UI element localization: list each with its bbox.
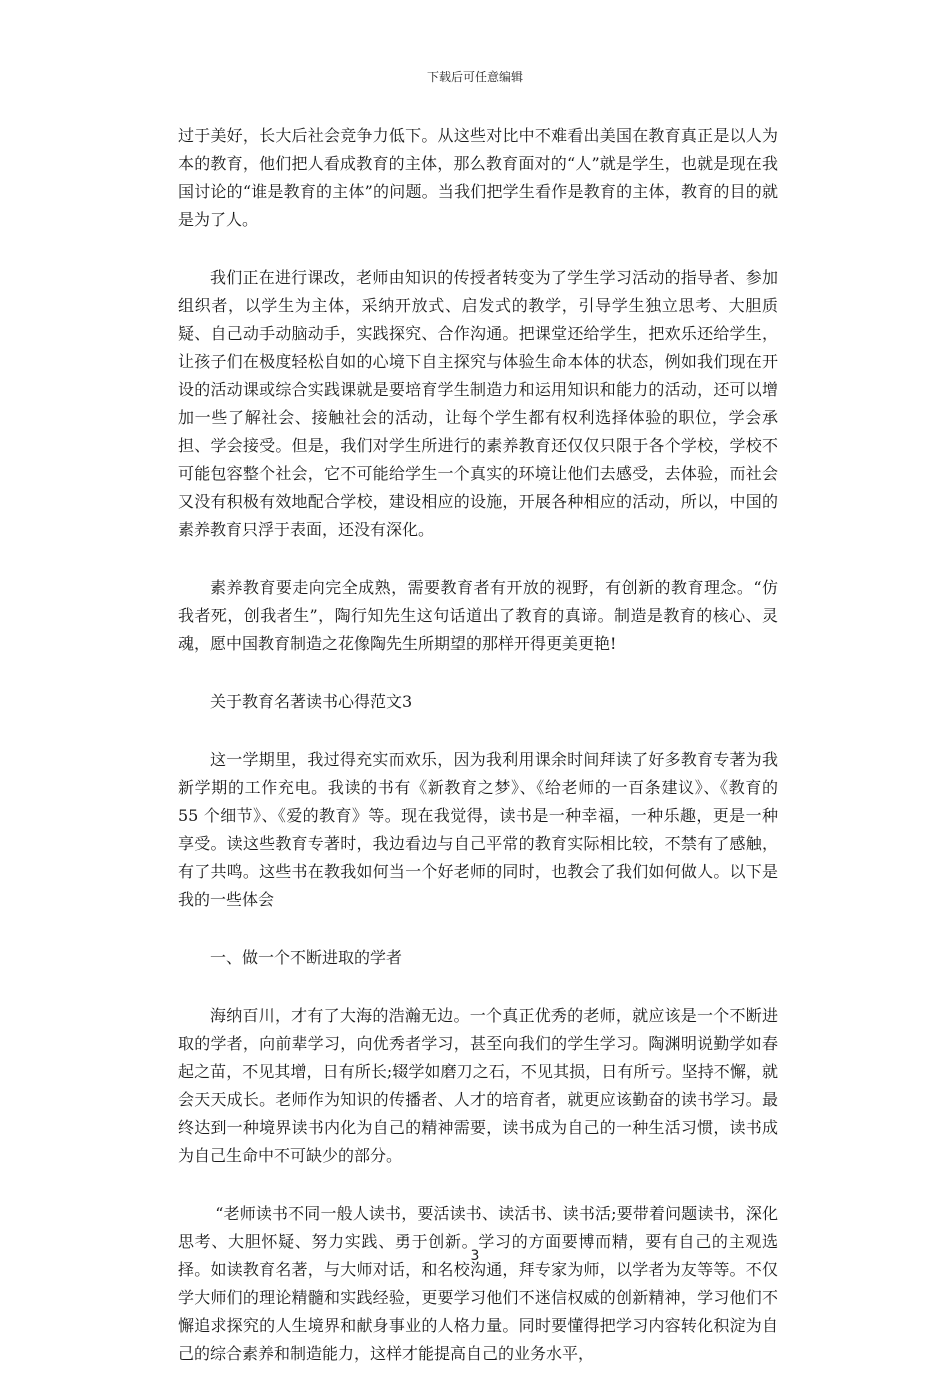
page-number: 3 (470, 1248, 480, 1264)
paragraph-continuous-learning: 海纳百川，才有了大海的浩瀚无边。一个真正优秀的老师，就应该是一个不断进取的学者，向前辈学习，向优秀者学习，甚至向我们的学生学习。陶渊明说勤学如春起之苗，不见其增，日有所长;辍学如磨刀之石，不见其损，日有所亏。坚持不懈，就会天天成长。老师作为知识的传播者、人才的培育者，就更应该勤奋的读书学习。最终达到一种境界读书内化为自己的精神需要，读书成为自己的一种生活习惯，读书成为自己生命中不可缺少的部分。 (178, 1006, 778, 1165)
subheading-learner: 一、做一个不断进取的学者 (210, 948, 403, 967)
section-title: 关于教育名著读书心得范文3 (210, 692, 413, 711)
paragraph-continued: 过于美好，长大后社会竞争力低下。从这些对比中不难看出美国在教育真正是以人为本的教育，他们把人看成教育的主体，那么教育面对的“人”就是学生，也就是现在我国讨论的“谁是教育的主体”的问题。当我们把学生看作是教育的主体，教育的目的就是为了人。 (178, 126, 778, 229)
paragraph-semester-reading: 这一学期里，我过得充实而欢乐，因为我利用课余时间拜读了好多教育专著为我新学期的工作充电。我读的书有《新教育之梦》、《给老师的一百条建议》、《教育的 55 个细节》、《爱的教育》等。现在我觉得，读书是一种幸福，一种乐趣，更是一种享受。读这些教育专著时，我边看边与自己平常的教育实际相比较，不禁有了感触，有了共鸣。这些书在教我如何当一个好老师的同时，也教会了我们如何做人。以下是我的一些体会 (178, 750, 784, 909)
document-body (178, 122, 784, 1398)
paragraph-curriculum-reform: 我们正在进行课改，老师由知识的传授者转变为了学生学习活动的指导者、参加组织者，以学生为主体，采纳开放式、启发式的教学，引导学生独立思考、大胆质疑、自己动手动脑动手，实践探究、合作沟通。把课堂还给学生，把欢乐还给学生，让孩子们在极度轻松自如的心境下自主探究与体验生命本体的状态，例如我们现在开设的活动课或综合实践课就是要培育学生制造力和运用知识和能力的活动，还可以增加一些了解社会、接触社会的活动，让每个学生都有权利选择体验的职位，学会承担、学会接受。但是，我们对学生所进行的素养教育还仅仅只限于各个学校，学校不可能包容整个社会，它不可能给学生一个真实的环境让他们去感受，去体验，而社会又没有积极有效地配合学校，建设相应的设施，开展各种相应的活动，所以，中国的素养教育只浮于表面，还没有深化。 (178, 268, 778, 539)
paragraph-quality-education: 素养教育要走向完全成熟，需要教育者有开放的视野，有创新的教育理念。“仿我者死，创我者生”，陶行知先生这句话道出了教育的真谛。制造是教育的核心、灵魂，愿中国教育制造之花像陶先生所期望的那样开得更美更艳! (178, 578, 778, 653)
paragraph-teacher-reading: “老师读书不同一般人读书，要活读书、读活书、读书活;要带着问题读书，深化思考、大胆怀疑、努力实践、勇于创新。学习的方面要博而精，要有自己的主观选择。如读教育名著，与大师对话，和名校沟通，拜专家为师，以学者为友等等。不仅学大师们的理论精髓和实践经验，更要学习他们不迷信权威的创新精神，学习他们不懈追求探究的人生境界和献身事业的人格力量。同时要懂得把学习内容转化积淀为自己的综合素养和制造能力，这样才能提高自己的业务水平， (178, 1204, 778, 1363)
page-header: 下载后可任意编辑 (426, 70, 523, 84)
